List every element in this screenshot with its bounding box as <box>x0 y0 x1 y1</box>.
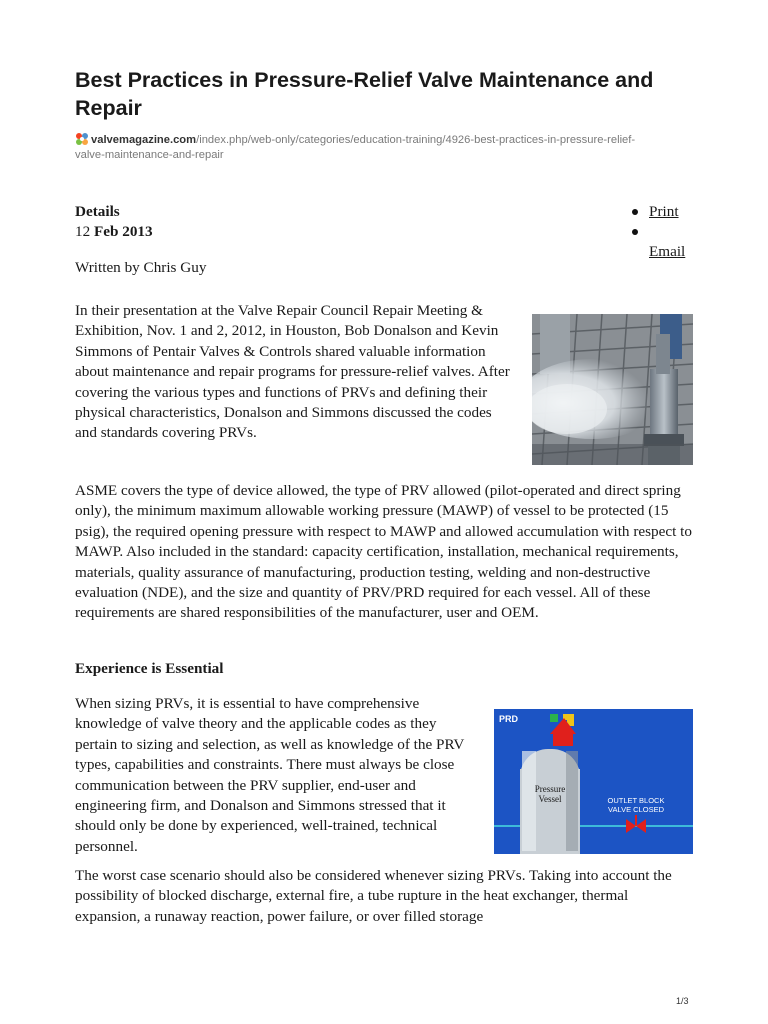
paragraph-asme: ASME covers the type of device allowed, the type of PRV allowed (pilot-operated and direct spring only), the minimum maximum allowable working pressure (MAWP) of vessel to be protected (15 psig), the required opening pressure with respect to MAWP and allowed accumulation with respect to MAWP. Also included in the standard: capacity certification, installation, mechanical requirements, materials, quality assurance of manufacturing, production testing, welding and non-destructive evaluation (NDE), and the size and quantity of PRV/PRD required for each vessel. All of these requirements are shared responsibilities of the manufacturer, user and OEM. <box>75 482 692 622</box>
vessel-label-line1: Pressure <box>534 784 566 794</box>
source-path-line1[interactable]: /index.php/web-only/categories/education-training/4926-best-practices-in-pressure-relief- <box>196 134 636 146</box>
paragraph-intro: In their presentation at the Valve Repair Council Repair Meeting & Exhibition, Nov. 1 and 2, 2012, in Houston, Bob Donalson and Kevin Simmons of Pentair Valves & Controls shared valuable information about maintenance and repair programs for pressure-relief valves. After covering the various types and functions of PRVs and defining their physical characteristics, Donalson and Simmons discussed the codes and standards covering PRVs. <box>75 302 510 442</box>
print-item <box>628 202 698 222</box>
source-url[interactable] <box>75 132 715 163</box>
email-link[interactable]: Email <box>649 243 686 260</box>
email-item <box>628 222 698 262</box>
date-day: 12 <box>75 223 91 240</box>
details-block <box>75 202 153 242</box>
source-path-line2[interactable]: valve-maintenance-and-repair <box>75 149 224 161</box>
byline: Written by Chris Guy <box>75 259 207 276</box>
outlet-label-line1: OUTLET BLOCK <box>607 796 665 805</box>
prd-label: PRD <box>499 714 519 724</box>
print-link[interactable]: Print <box>649 203 679 220</box>
article-actions <box>628 202 698 262</box>
paragraph-sizing: When sizing PRVs, it is essential to have comprehensive knowledge of valve theory and the applicable codes as they pertain to sizing and selection, as well as knowledge of the PRV types, capabilities and constraints. There must always be close communication between the PRV supplier, end-user and engineering firm, and Donalson and Simmons stressed that it should only be done by experienced, well-trained, technical personnel. <box>75 695 465 855</box>
article-title: Best Practices in Pressure-Relief Valve Maintenance and Repair <box>75 68 654 120</box>
source-domain[interactable]: valvemagazine.com <box>91 134 197 146</box>
valve-venting-photo <box>532 314 693 465</box>
outlet-label-line2: VALVE CLOSED <box>608 805 664 814</box>
joomla-logo-icon <box>75 132 89 146</box>
date-month-year: Feb 2013 <box>93 223 153 240</box>
publish-date <box>75 222 153 242</box>
prd-diagram <box>494 709 693 854</box>
heading-experience: Experience is Essential <box>75 660 224 677</box>
paragraph-worst-case: The worst case scenario should also be considered whenever sizing PRVs. Taking into account the possibility of blocked discharge, external fire, a tube rupture in the heat exchanger, thermal expansion, a runaway reaction, power failure, or over filled storage <box>75 867 672 925</box>
details-label: Details <box>75 203 120 220</box>
page-number: 1/3 <box>676 996 689 1006</box>
vessel-label-line2: Vessel <box>538 794 562 804</box>
